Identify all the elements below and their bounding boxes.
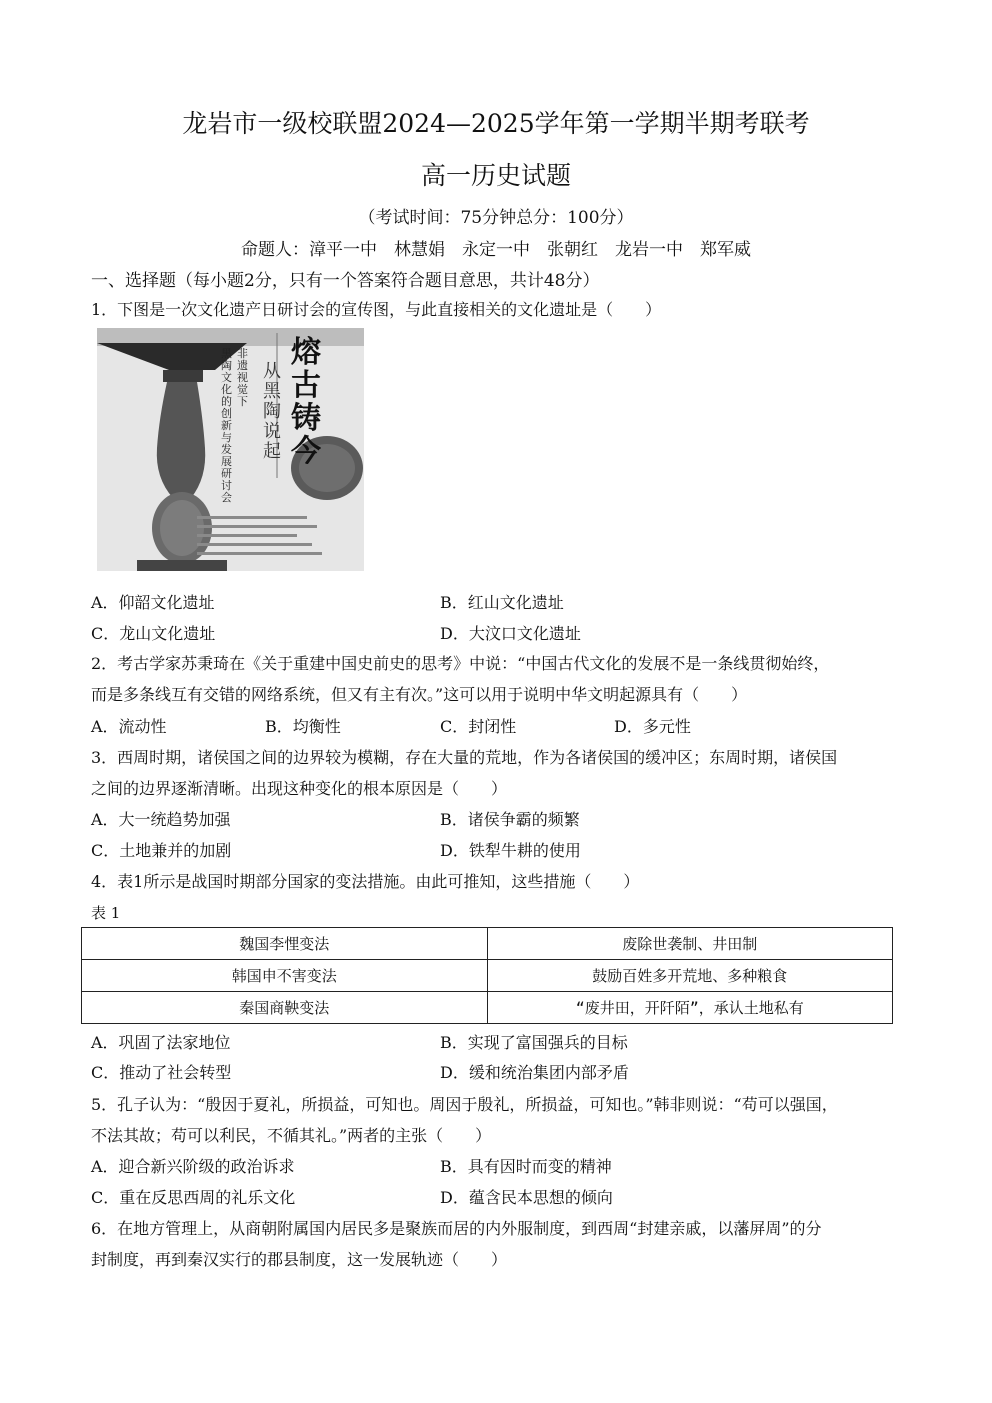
table-row bbox=[82, 992, 893, 1024]
exam-info: （考试时间：75分钟总分：100分） bbox=[358, 208, 634, 228]
table-cell-reform: 秦国商鞅变法 bbox=[82, 992, 488, 1024]
section-heading: 一、选择题（每小题2分，只有一个答案符合题目意思，共计48分） bbox=[91, 271, 600, 291]
question-2-stem-line-2: 而是多条线互有交错的网络系统，但又有主有次。”这可以用于说明中华文明起源具有（ ） bbox=[91, 685, 748, 704]
table-cell-reform: 韩国申不害变法 bbox=[82, 960, 488, 992]
q4-option-d: D．缓和统治集团内部矛盾 bbox=[440, 1063, 629, 1082]
exam-authors: 命题人：漳平一中 林慧娟 永定一中 张朝红 龙岩一中 郑军威 bbox=[241, 240, 751, 260]
q3-option-d: D．铁犁牛耕的使用 bbox=[440, 841, 581, 860]
question-5-stem-line-1: 5．孔子认为：“殷因于夏礼，所损益，可知也。周因于殷礼，所损益，可知也。”韩非则说：“苟可以强国， bbox=[91, 1095, 838, 1114]
q3-option-c: C．土地兼并的加剧 bbox=[91, 841, 232, 860]
q2-option-b: B．均衡性 bbox=[265, 717, 341, 736]
q3-option-a: A．大一统趋势加强 bbox=[91, 810, 231, 829]
q1-option-d: D．大汶口文化遗址 bbox=[440, 624, 581, 643]
heritage-poster-image bbox=[97, 328, 364, 571]
q5-option-c: C．重在反思西周的礼乐文化 bbox=[91, 1188, 296, 1207]
q4-option-c: C．推动了社会转型 bbox=[91, 1063, 232, 1082]
question-3-stem-line-2: 之间的边界逐渐清晰。出现这种变化的根本原因是（ ） bbox=[91, 779, 508, 798]
question-5-stem-line-2: 不法其故；苟可以利民，不循其礼。”两者的主张（ ） bbox=[91, 1126, 492, 1145]
q1-option-c: C．龙山文化遗址 bbox=[91, 624, 216, 643]
question-2-stem-line-1: 2．考古学家苏秉琦在《关于重建中国史前史的思考》中说：“中国古代文化的发展不是一条线贯彻始终， bbox=[91, 654, 830, 673]
q5-option-b: B．具有因时而变的精神 bbox=[440, 1157, 612, 1176]
poster-side-text-2: 黑陶文化的创新与发展研讨会 bbox=[221, 347, 232, 504]
q1-option-a: A．仰韶文化遗址 bbox=[91, 593, 215, 612]
table-row bbox=[82, 960, 893, 992]
q3-option-b: B．诸侯争霸的频繁 bbox=[440, 810, 580, 829]
reform-measures-table bbox=[81, 927, 893, 1024]
q4-option-b: B．实现了富国强兵的目标 bbox=[440, 1033, 628, 1052]
q2-option-a: A．流动性 bbox=[91, 717, 167, 736]
question-6-stem-line-1: 6．在地方管理上，从商朝附属国内居民多是聚族而居的内外服制度，到西周“封建亲戚，以藩屏周”的分 bbox=[91, 1219, 822, 1238]
q1-option-b: B．红山文化遗址 bbox=[440, 593, 564, 612]
q2-option-d: D．多元性 bbox=[614, 717, 691, 736]
table-row bbox=[82, 928, 893, 960]
question-3-stem-line-1: 3．西周时期，诸侯国之间的边界较为模糊，存在大量的荒地，作为各诸侯国的缓冲区；东周时期，诸侯国 bbox=[91, 748, 838, 767]
question-1-stem: 1．下图是一次文化遗产日研讨会的宣传图，与此直接相关的文化遗址是（ ） bbox=[91, 300, 662, 319]
exam-subject-title: 高一历史试题 bbox=[420, 161, 571, 190]
table-cell-measure: “废井田，开阡陌”，承认土地私有 bbox=[487, 992, 893, 1024]
table-cell-measure: 废除世袭制、井田制 bbox=[487, 928, 893, 960]
poster-side-text-1: 非遗视觉下 bbox=[237, 347, 248, 408]
poster-subtitle: 从黑陶说起 bbox=[263, 361, 281, 462]
table-cell-reform: 魏国李悝变法 bbox=[82, 928, 488, 960]
q5-option-a: A．迎合新兴阶级的政治诉求 bbox=[91, 1157, 295, 1176]
page-title: 龙岩市一级校联盟2024—2025学年第一学期半期考联考 bbox=[182, 109, 810, 138]
table-cell-measure: 鼓励百姓多开荒地、多种粮食 bbox=[487, 960, 893, 992]
poster-big-title: 熔古铸今 bbox=[291, 335, 321, 469]
table-label: 表 1 bbox=[91, 904, 121, 922]
question-4-stem: 4．表1所示是战国时期部分国家的变法措施。由此可推知，这些措施（ ） bbox=[91, 872, 640, 891]
q2-option-c: C．封闭性 bbox=[440, 717, 517, 736]
question-6-stem-line-2: 封制度，再到秦汉实行的郡县制度，这一发展轨迹（ ） bbox=[91, 1250, 508, 1269]
q4-option-a: A．巩固了法家地位 bbox=[91, 1033, 231, 1052]
q5-option-d: D．蕴含民本思想的倾向 bbox=[440, 1188, 613, 1207]
